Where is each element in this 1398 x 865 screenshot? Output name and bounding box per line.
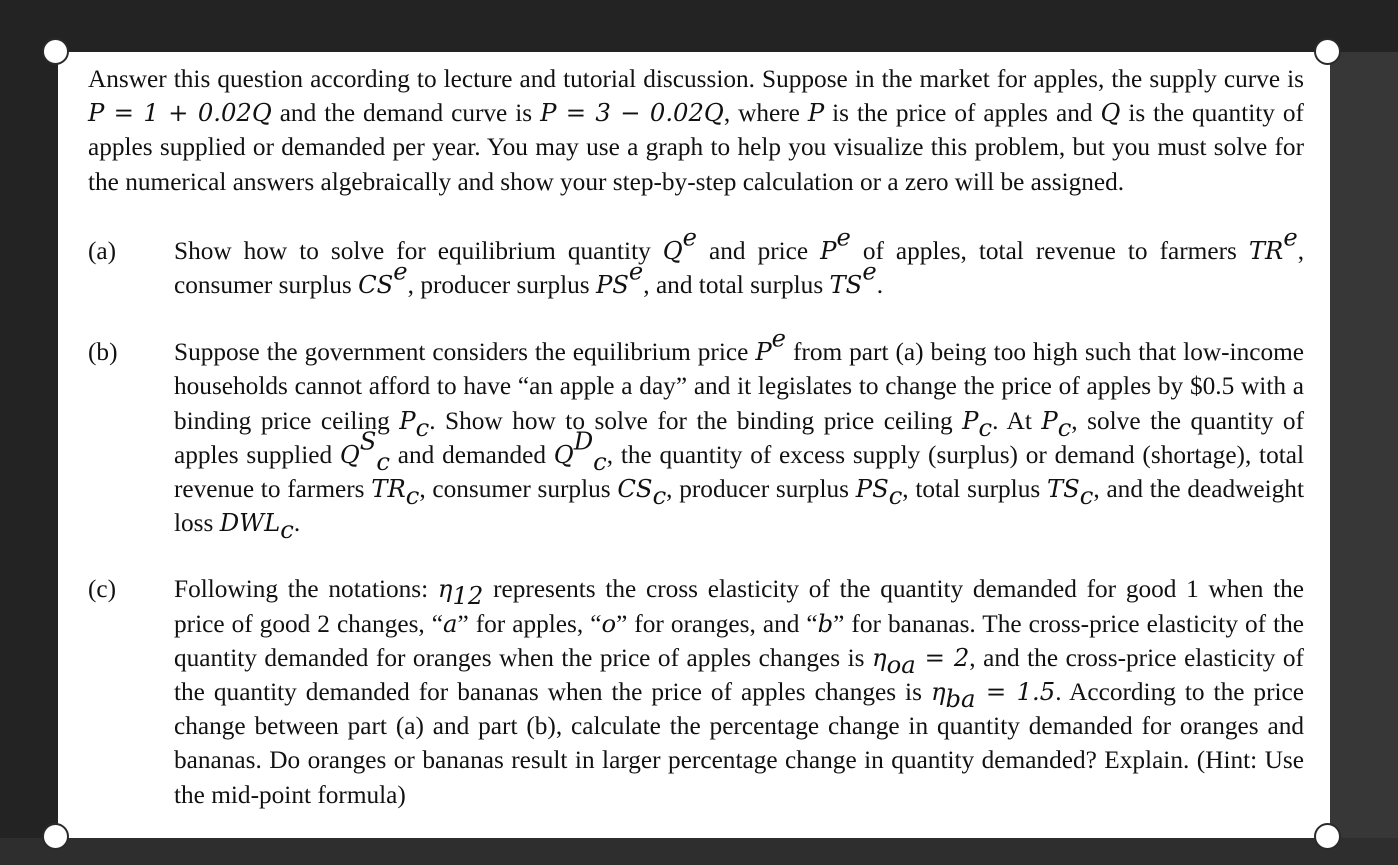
question-text [88,62,1304,812]
part-a-label: (a) [88,236,117,265]
part-c: (c) Following the notations: $\eta_{12}$ represents the cross elasticity of the quantity demanded for good 1 when the price of good 2 changes, “a” for apples, “o” for oranges, and “b” for bananas. The cross-price elasticity of the quantity demanded for oranges when the price of apples changes is $\eta_{oa} = 2$, and the cross-price elasticity of the quantity demanded for bananas when the price of apples changes is $\eta_{ba} = 1.5$. According to the price change between part (a) and part (b), calculate the percentage change in quantity demanded for oranges and bananas. Do oranges or bananas result in larger percentage change in quantity demanded? Explain. (Hint: Use the mid-point formula) [88,574,1304,809]
part-b: (b) Suppose the government considers the equilibrium price $P^e$ from part (a) being too high such that low-income households cannot afford to have “an apple a day” and it legislates to change the price of apples by $0.5 with a binding price ceiling $P_c$. Show how to solve for the binding price ceiling $P_c$. At $P_c$, solve the quantity of apples supplied $Q^S_c$ and demanded $Q^D_c$, the quantity of excess supply (surplus) or demand (shortage), total revenue to farmers $TR_c$, consumer surplus $CS_c$, producer surplus $PS_c$, total surplus $TS_c$, and the deadweight loss $DWL_c$. [88,323,1305,545]
crop-handle-top-right[interactable] [1314,38,1341,65]
part-c-label: (c) [88,575,117,604]
part-a: (a) Show how to solve for equilibrium quantity $Q^e$ and price $P^e$ of apples, total revenue to farmers $TR^e$, consumer surplus $CS^e$, producer surplus $PS^e$, and total surplus $TS^e$. [88,222,1305,300]
crop-handle-top-left[interactable] [42,38,69,65]
question-intro: Answer this question according to lecture and tutorial discussion. Suppose in the market for apples, the supply curve is P = 1 + 0.02Q and the demand curve is P = 3 − 0.02Q, where P is the price of apples and Q is the quantity of apples supplied or demanded per year. You may use a graph to help you visualize this problem, but you must solve for the numerical answers algebraically and show your step-by-step calculation or a zero will be assigned. [88,65,1304,196]
crop-handle-bottom-left[interactable] [42,823,69,850]
crop-handle-bottom-right[interactable] [1314,823,1341,850]
background-right-panel [1330,52,1398,865]
part-b-label: (b) [88,338,118,367]
supply-equation: P = 1 + 0.02Q [88,98,272,128]
demand-equation: P = 3 − 0.02Q [540,98,724,128]
background-bottom-panel [0,838,1398,865]
